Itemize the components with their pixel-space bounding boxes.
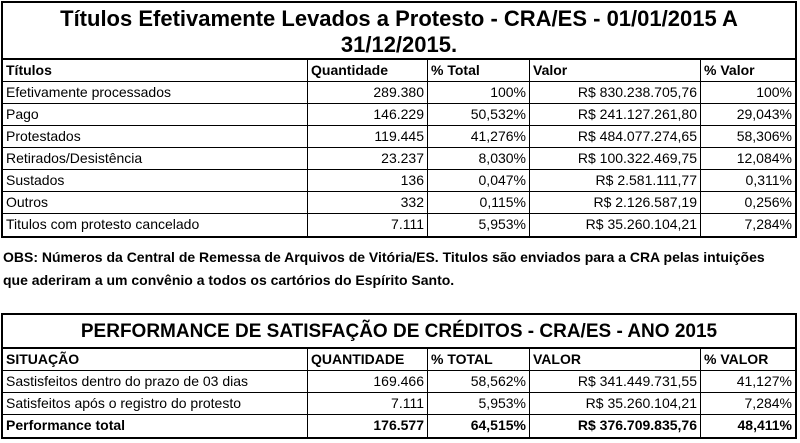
table-row [3,393,795,415]
cell-pct-valor: 58,306% [736,128,792,144]
cell-pct-total: 41,276% [428,126,530,147]
cell-pct-total: 5,953% [428,393,530,414]
table-row [3,192,795,214]
total-valor: R$ 376.709.835,76 [530,415,701,437]
cell-label: Satisfeitos após o registro do protesto [3,393,308,414]
table-row [3,126,795,148]
header-pct-valor: % Valor [704,62,755,78]
header-pct-valor: % VALOR [704,351,769,367]
total-pct-total: 64,515% [428,415,530,437]
cell-quantidade: 119.445 [308,126,428,147]
header-pct-total: % Total [428,60,530,81]
header-titulos: Títulos [3,60,308,81]
header-valor: Valor [530,60,701,81]
protest-table-header [3,60,795,82]
table-row [3,104,795,126]
cell-pct-total: 0,115% [428,192,530,213]
cell-label: Pago [3,104,308,125]
cell-pct-valor: 7,284% [744,216,792,232]
cell-quantidade: 146.229 [308,104,428,125]
cell-pct-valor: 7,284% [744,395,792,411]
cell-valor: R$ 484.077.274,65 [530,126,701,147]
table-row [3,148,795,170]
total-pct-valor: 48,411% [737,417,792,433]
protest-table [1,1,797,238]
header-quantidade: Quantidade [308,60,428,81]
cell-label: Titulos com protesto cancelado [3,214,308,236]
cell-quantidade: 332 [308,192,428,213]
cell-label: Sustados [3,170,308,191]
cell-label: Efetivamente processados [3,82,308,103]
cell-pct-total: 100% [428,82,530,103]
cell-pct-valor: 29,043% [736,106,792,122]
performance-table-header [3,349,795,371]
cell-quantidade: 7.111 [308,214,428,236]
cell-quantidade: 7.111 [308,393,428,414]
cell-valor: R$ 2.581.111,77 [530,170,701,191]
cell-quantidade: 169.466 [308,371,428,392]
cell-quantidade: 136 [308,170,428,191]
cell-label: Retirados/Desistência [3,148,308,169]
cell-valor: R$ 2.126.587,19 [530,192,701,213]
cell-valor: R$ 241.127.261,80 [530,104,701,125]
table-row [3,170,795,192]
performance-table [1,313,797,439]
cell-pct-total: 8,030% [428,148,530,169]
table-row [3,82,795,104]
header-valor: VALOR [530,349,701,370]
total-row [3,415,795,437]
cell-pct-total: 0,047% [428,170,530,191]
total-label: Performance total [3,415,308,437]
cell-valor: R$ 100.322.469,75 [530,148,701,169]
cell-label: Sastisfeitos dentro do prazo de 03 dias [3,371,308,392]
cell-pct-total: 50,532% [428,104,530,125]
performance-table-title: PERFORMANCE DE SATISFAÇÃO DE CRÉDITOS - CRA/ES - ANO 2015 [3,315,795,349]
protest-table-title: Títulos Efetivamente Levados a Protesto - CRA/ES - 01/01/2015 A 31/12/2015. [3,3,795,60]
total-quantidade: 176.577 [308,415,428,437]
cell-valor: R$ 341.449.731,55 [530,371,701,392]
table-row [3,214,795,236]
cell-pct-valor: 12,084% [736,150,792,166]
cell-valor: R$ 35.260.104,21 [530,393,701,414]
cell-valor: R$ 35.260.104,21 [530,214,701,236]
cell-pct-valor: 100% [756,84,792,100]
cell-valor: R$ 830.238.705,76 [530,82,701,103]
cell-pct-total: 58,562% [428,371,530,392]
cell-label: Protestados [3,126,308,147]
header-quantidade: QUANTIDADE [308,349,428,370]
header-situacao: SITUAÇÃO [3,349,308,370]
cell-pct-total: 5,953% [428,214,530,236]
cell-quantidade: 289.380 [308,82,428,103]
table-row [3,371,795,393]
cell-pct-valor: 0,311% [745,172,792,188]
cell-label: Outros [3,192,308,213]
cell-pct-valor: 0,256% [744,194,792,210]
cell-quantidade: 23.237 [308,148,428,169]
cell-pct-valor: 41,127% [736,373,792,389]
header-pct-total: % TOTAL [428,349,530,370]
observation-note: OBS: Números da Central de Remessa de Arquivos de Vitória/ES. Titulos são enviados para a CRA pelas intuições que aderiram a um convênio a todos os cartórios do Espírito Santo. [3,249,765,288]
